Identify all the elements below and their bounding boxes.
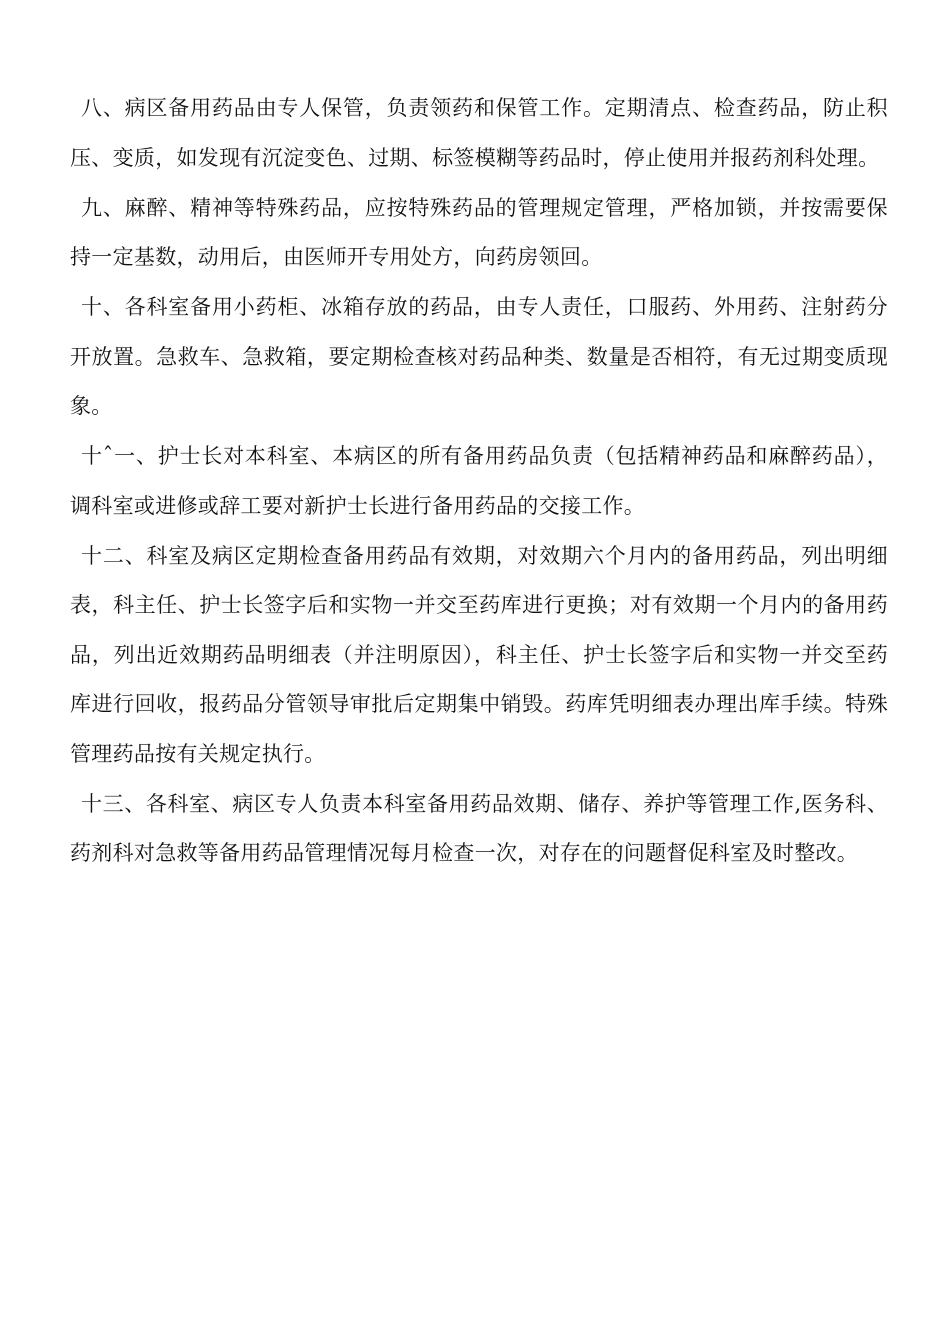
paragraph-9: 九、麻醉、精神等特殊药品，应按特殊药品的管理规定管理，严格加锁，并按需要保持一定基数，动用后，由医师开专用处方，向药房领回。 xyxy=(70,195,888,269)
paragraph-12: 十二、科室及病区定期检查备用药品有效期，对效期六个月内的备用药品，列出明细表，科主任、护士长签字后和实物一并交至药库进行更换；对有效期一个月内的备用药品，列出近效期药品明细表（并注明原因），科主任、护士长签字后和实物一并交至药库进行回收，报药品分管领导审批后定期集中销毁。药库凭明细表办理出库手续。特殊管理药品按有关规定执行。 xyxy=(70,543,888,766)
paragraph-11: 十ˆ一、护士长对本科室、本病区的所有备用药品负责（包括精神药品和麻醉药品），调科室或进修或辞工要对新护士长进行备用药品的交接工作。 xyxy=(70,444,888,518)
paragraph-13: 十三、各科室、病区专人负责本科室备用药品效期、储存、养护等管理工作,医务科、药剂科对急救等备用药品管理情况每月检查一次，对存在的问题督促科室及时整改。 xyxy=(70,791,888,865)
paragraph-8: 八、病区备用药品由专人保管，负责领药和保管工作。定期清点、检查药品，防止积压、变质，如发现有沉淀变色、过期、标签模糊等药品时，停止使用并报药剂科处理。 xyxy=(70,96,888,170)
paragraph-10: 十、各科室备用小药柜、冰箱存放的药品，由专人责任，口服药、外用药、注射药分开放置。急救车、急救箱，要定期检查核对药品种类、数量是否相符，有无过期变质现象。 xyxy=(70,295,888,418)
document-body xyxy=(70,84,888,879)
